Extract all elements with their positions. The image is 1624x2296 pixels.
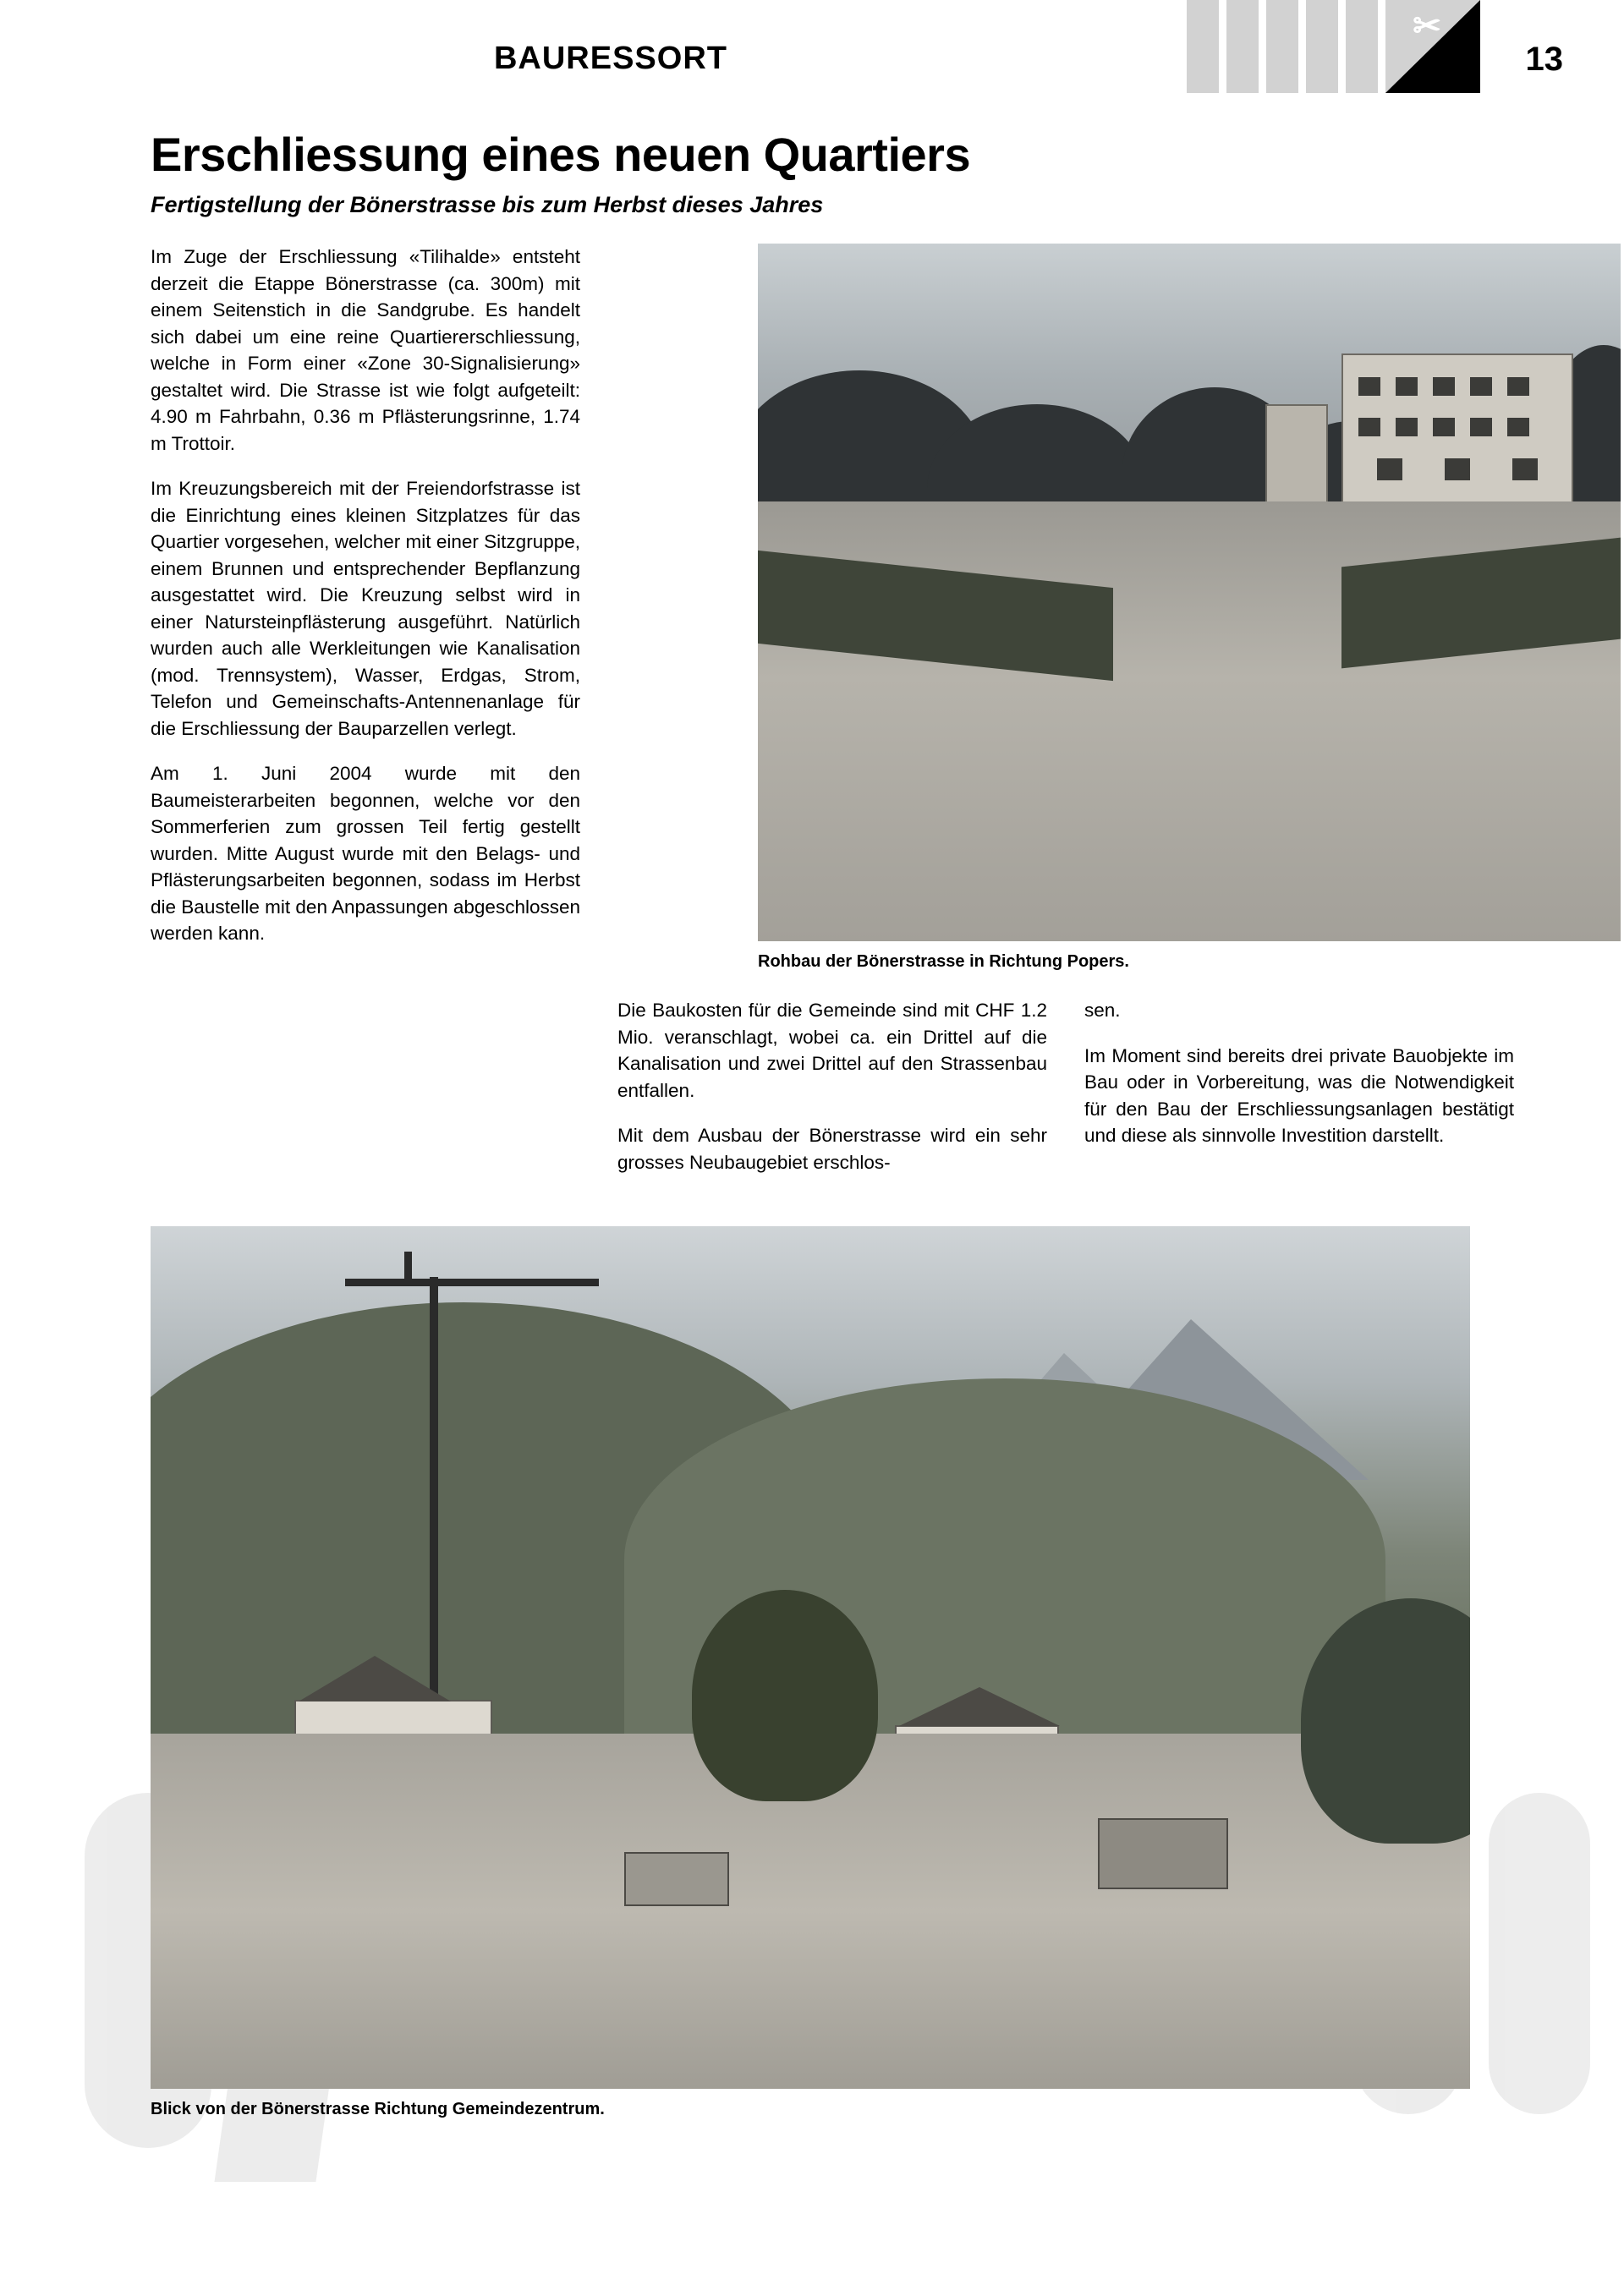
page-number: 13 — [1525, 41, 1563, 78]
photo-village-view — [151, 1226, 1470, 2089]
publication-logo-icon — [1385, 0, 1480, 93]
section-title: BAURESSORT — [493, 41, 727, 76]
paragraph-4: Die Baukosten für die Gemeinde sind mit CHF 1.2 Mio. veranschlagt, wobei ca. ein Drittel auf die Kanalisation und zwei Drittel auf den Strassenbau entfallen. — [617, 1000, 1047, 1101]
column-3 — [1084, 997, 1514, 1194]
paragraph-7: Im Moment sind bereits drei private Bauobjekte im Bau oder in Vorbereitung, was die Notwendigkeit für den Bau der Erschliessungsanlagen bestätigt und diese als sinnvolle Investition darstellt. — [1084, 1044, 1514, 1146]
top-section — [151, 244, 1470, 972]
header-bar — [1266, 0, 1298, 93]
article-content — [151, 127, 1514, 2119]
paragraph-5: Mit dem Ausbau der Bönerstrasse wird ein sehr grosses Neubaugebiet erschlos- — [617, 1125, 1047, 1173]
paragraph-1: Im Zuge der Erschliessung «Tilihalde» entsteht derzeit die Etappe Bönerstrasse (ca. 300m) mit einem Seitenstich in die Sandgrube. Es handelt sich dabei um eine reine Quartiererschliessung, welche in Form einer «Zone 30-Signalisierung» gestaltet wird. Die Strasse ist wie folgt aufgeteilt: 4.90 m Fahrbahn, 0.36 m Pflästerungsrinne, 1.74 m Trottoir. — [151, 246, 580, 454]
column-left — [151, 244, 580, 972]
header-bar — [1187, 0, 1219, 93]
paragraph-6: sen. — [1084, 1000, 1121, 1021]
article-subtitle: Fertigstellung der Bönerstrasse bis zum Herbst dieses Jahres — [151, 192, 824, 217]
lower-text-columns — [151, 997, 1514, 1194]
column-2 — [617, 997, 1047, 1194]
header-bar — [1226, 0, 1259, 93]
figure-top — [758, 244, 1621, 972]
logo-mark: ✂ — [1413, 8, 1441, 45]
header-bar — [1306, 0, 1338, 93]
figure-bottom — [151, 1226, 1470, 2119]
page-header — [0, 0, 1624, 112]
paragraph-2: Im Kreuzungsbereich mit der Freiendorfstrasse ist die Einrichtung eines kleinen Sitzplatzes für das Quartier vorgesehen, welcher mit einer Sitzgruppe, einem Brunnen und entsprechender Bepflanzung ausgestattet wird. Die Kreuzung selbst wird in einer Natursteinpflästerung ausgeführt. Natürlich wurden auch alle Werkleitungen wie Kanalisation (mod. Trennsystem), Wasser, Erdgas, Strom, Telefon und Gemeinschafts-Antennenanlage für die Erschliessung der Bauparzellen verlegt. — [151, 478, 580, 739]
header-bar — [1346, 0, 1378, 93]
figure-top-caption: Rohbau der Bönerstrasse in Richtung Popers. — [758, 952, 1129, 971]
column-1 — [151, 997, 580, 1194]
header-bar-decoration — [1187, 0, 1480, 93]
paragraph-3: Am 1. Juni 2004 wurde mit den Baumeisterarbeiten begonnen, welche vor den Sommerferien zum grossen Teil fertig gestellt wurden. Mitte August wurde mit den Belags- und Pflästerungsarbeiten begonnen, sodass im Herbst die Baustelle mit den Anpassungen abgeschlossen werden kann. — [151, 763, 580, 944]
page-title: Erschliessung eines neuen Quartiers — [151, 128, 971, 181]
figure-bottom-caption: Blick von der Bönerstrasse Richtung Gemeindezentrum. — [151, 2100, 605, 2118]
photo-roadway-under-construction — [758, 244, 1621, 941]
